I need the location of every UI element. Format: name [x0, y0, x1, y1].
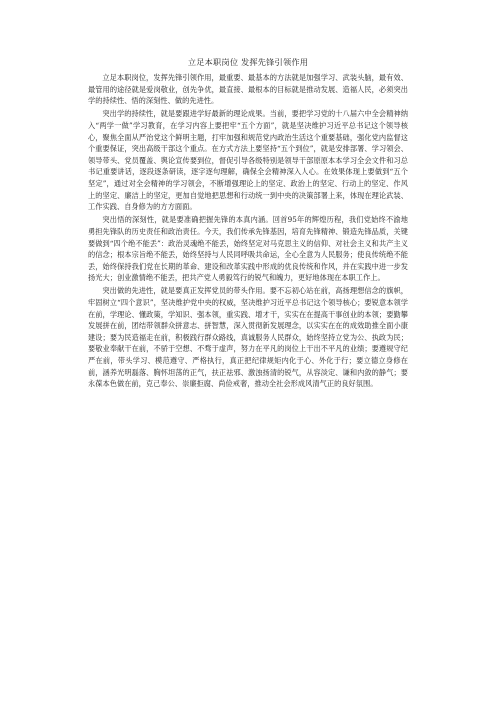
page-title: 立足本职岗位 发挥先锋引领作用	[187, 57, 309, 67]
paragraph-study: 突出学的持续性，就是要跟进学好最新的理论成果。当前，要把学习党的十八届六中全会精神纳入“两学一做”学习教育，在学习内容上要把牢“五个方面”，就是坚决维护习近平总书记这个领导核心，聚焦全面从严治党这个鲜明主题，打牢加强和规范党内政治生活这个重要基础，强化党内监督这个重要保证，突出高级干部这个重点。在方式方法上要坚持“五个到位”，就是安排部署、学习领会、领导带头、党员覆盖、舆论宣传要到位，督促引导各级特别是领导干部原原本本学习全会文件和习总书记重要讲话，逐段逐条研读，逐字逐句理解，确保全会精神深入人心。在效果体现上要做到“五个坚定”，通过对全会精神的学习领会，不断增强理论上的坚定、政治上的坚定、行动上的坚定、作风上的坚定、廉洁上的坚定，更加自觉地把思想和行动统一到中央的决策部署上来，体现在理论武装、工作实践、自身修为的方方面面。	[88, 109, 408, 212]
paragraph-intro: 立足本职岗位，发挥先锋引领作用，最重要、最基本的方法就是加强学习、武装头脑，最有效、最管用的途径就是爱岗敬业，创先争优，最直接、最根本的目标就是推动发展、造福人民，必须突出学的持续性、悟的深刻性、做的先进性。	[88, 73, 408, 106]
document-body	[88, 57, 408, 391]
paragraph-understand: 突出悟的深刻性，就是要准确把握先锋的本真内涵。回首95年的辉煌历程，我们党始终不渝地勇担先锋队的历史责任和政治责任。今天，我们传承先锋基因，培育先锋精神、锻造先锋品质，关键要做到“四个绝不能丢”：政治灵魂绝不能丢，始终坚定对马克思主义的信仰、对社会主义和共产主义的信念；根本宗旨绝不能丢，始终坚持与人民同呼吸共命运，全心全意为人民服务；使良传统绝不能丢，始终保持我们党在长期的革命、建设和改革实践中形成的优良传统和作风，并在实践中进一步发扬光大；创业激情绝不能丢，把共产党人勇毅笃行的锐气和魄力，更好地体现在本职工作上。	[88, 215, 408, 283]
paragraph-practice: 突出做的先进性，就是要真正发挥党员的带头作用。要不忘初心站在前，高扬理想信念的旗帜，牢固树立“四个意识”，坚决维护党中央的权威，坚决维护习近平总书记这个领导核心；要锐意本领学在前，学理论、懂政策，学知识、强本领，重实践、增才干，实实在在提高干事创业的本领；要勤攀发展拼在前，团结带领群众拼意志、拼智慧，深入贯彻新发展理念，以实实在在的成效助推全面小康建设；要为民造福走在前，积极践行群众路线，真诚服务人民群众，始终坚持立党为公、执政为民；要敬业奉献干在前，不骄于空想、不骛于虚声，努力在平凡的岗位上干出不平凡的业绩；要遵规守纪严在前，带头学习、模范遵守、严格执行，真正把纪律规矩内化于心、外化于行；要立德立身修在前，涵养光明磊落、胸怀坦荡的正气，扶正祛邪、激浊扬清的锐气，从容淡定、谦和内敛的静气；要永葆本色做在前，克己奉公、崇廉拒腐、尚俭戒奢，推动全社会形成风清气正的良好氛围。	[88, 286, 408, 389]
